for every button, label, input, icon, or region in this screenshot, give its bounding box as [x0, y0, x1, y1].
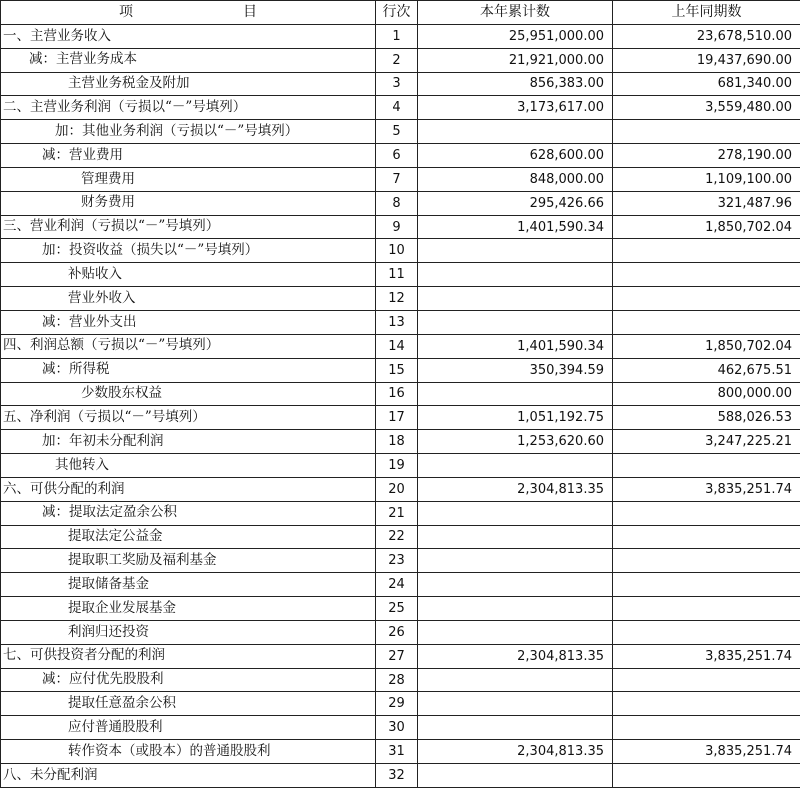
- row-item-label: 减：营业费用: [1, 144, 376, 168]
- row-previous-value: [613, 597, 800, 621]
- row-previous-value: 588,026.53: [613, 406, 800, 430]
- table-row: [1, 24, 800, 48]
- header-row: [1, 1, 800, 25]
- row-current-value: [418, 287, 613, 311]
- table-row: [1, 406, 800, 430]
- row-previous-value: [613, 620, 800, 644]
- table-row: [1, 764, 800, 788]
- row-item-label: 减：所得税: [1, 358, 376, 382]
- row-previous-value: [613, 525, 800, 549]
- row-line-no: 10: [376, 239, 418, 263]
- row-current-value: 1,051,192.75: [418, 406, 613, 430]
- table-row: [1, 167, 800, 191]
- row-line-no: 11: [376, 263, 418, 287]
- table-row: [1, 48, 800, 72]
- row-current-value: [418, 549, 613, 573]
- row-item-label: 营业外收入: [1, 287, 376, 311]
- row-previous-value: 1,850,702.04: [613, 215, 800, 239]
- table-row: [1, 549, 800, 573]
- row-previous-value: [613, 310, 800, 334]
- row-line-no: 8: [376, 191, 418, 215]
- row-current-value: 350,394.59: [418, 358, 613, 382]
- row-line-no: 32: [376, 764, 418, 788]
- row-current-value: [418, 764, 613, 788]
- row-item-label: 一、主营业务收入: [1, 24, 376, 48]
- row-line-no: 22: [376, 525, 418, 549]
- row-item-label: 其他转入: [1, 454, 376, 478]
- row-item-label: 提取企业发展基金: [1, 597, 376, 621]
- row-item-label: 二、主营业务利润（亏损以“－”号填列）: [1, 96, 376, 120]
- row-current-value: 1,253,620.60: [418, 430, 613, 454]
- row-previous-value: 3,247,225.21: [613, 430, 800, 454]
- row-item-label: 补贴收入: [1, 263, 376, 287]
- table-row: [1, 358, 800, 382]
- previous-year-header: 上年同期数: [613, 1, 800, 25]
- line-no-header: 行次: [376, 1, 418, 25]
- row-line-no: 23: [376, 549, 418, 573]
- table-row: [1, 96, 800, 120]
- table-row: [1, 334, 800, 358]
- row-item-label: 三、营业利润（亏损以“－”号填列）: [1, 215, 376, 239]
- row-line-no: 24: [376, 573, 418, 597]
- row-current-value: 295,426.66: [418, 191, 613, 215]
- row-item-label: 主营业务税金及附加: [1, 72, 376, 96]
- row-current-value: 848,000.00: [418, 167, 613, 191]
- row-line-no: 19: [376, 454, 418, 478]
- row-line-no: 27: [376, 644, 418, 668]
- row-current-value: [418, 620, 613, 644]
- row-line-no: 16: [376, 382, 418, 406]
- row-current-value: [418, 716, 613, 740]
- row-previous-value: 19,437,690.00: [613, 48, 800, 72]
- row-item-label: 五、净利润（亏损以“－”号填列）: [1, 406, 376, 430]
- row-line-no: 4: [376, 96, 418, 120]
- row-line-no: 28: [376, 668, 418, 692]
- row-previous-value: [613, 549, 800, 573]
- row-current-value: 1,401,590.34: [418, 334, 613, 358]
- row-current-value: 3,173,617.00: [418, 96, 613, 120]
- row-current-value: [418, 454, 613, 478]
- item-header-right: 目: [243, 4, 257, 20]
- item-header: [1, 1, 376, 25]
- row-item-label: 转作资本（或股本）的普通股股利: [1, 740, 376, 764]
- row-current-value: [418, 668, 613, 692]
- row-previous-value: 3,835,251.74: [613, 477, 800, 501]
- row-line-no: 12: [376, 287, 418, 311]
- row-previous-value: 278,190.00: [613, 144, 800, 168]
- row-previous-value: 3,835,251.74: [613, 740, 800, 764]
- row-line-no: 30: [376, 716, 418, 740]
- row-previous-value: 3,835,251.74: [613, 644, 800, 668]
- row-line-no: 29: [376, 692, 418, 716]
- current-year-header: 本年累计数: [418, 1, 613, 25]
- table-row: [1, 191, 800, 215]
- row-current-value: 2,304,813.35: [418, 477, 613, 501]
- row-current-value: 25,951,000.00: [418, 24, 613, 48]
- row-item-label: 加：其他业务利润（亏损以“－”号填列）: [1, 120, 376, 144]
- table-row: [1, 525, 800, 549]
- row-item-label: 减：提取法定盈余公积: [1, 501, 376, 525]
- table-row: [1, 310, 800, 334]
- row-item-label: 减：主营业务成本: [1, 48, 376, 72]
- row-current-value: [418, 501, 613, 525]
- row-previous-value: [613, 263, 800, 287]
- row-item-label: 加：投资收益（损失以“－”号填列）: [1, 239, 376, 263]
- row-current-value: 2,304,813.35: [418, 644, 613, 668]
- row-current-value: 628,600.00: [418, 144, 613, 168]
- row-line-no: 20: [376, 477, 418, 501]
- row-previous-value: [613, 716, 800, 740]
- row-line-no: 9: [376, 215, 418, 239]
- row-line-no: 5: [376, 120, 418, 144]
- row-line-no: 17: [376, 406, 418, 430]
- row-line-no: 31: [376, 740, 418, 764]
- row-previous-value: 462,675.51: [613, 358, 800, 382]
- row-previous-value: [613, 501, 800, 525]
- row-item-label: 四、利润总额（亏损以“－”号填列）: [1, 334, 376, 358]
- table-row: [1, 597, 800, 621]
- row-previous-value: 321,487.96: [613, 191, 800, 215]
- row-line-no: 6: [376, 144, 418, 168]
- row-item-label: 七、可供投资者分配的利润: [1, 644, 376, 668]
- table-row: [1, 740, 800, 764]
- table-row: [1, 144, 800, 168]
- row-item-label: 减：营业外支出: [1, 310, 376, 334]
- row-line-no: 2: [376, 48, 418, 72]
- row-item-label: 应付普通股股利: [1, 716, 376, 740]
- table-row: [1, 382, 800, 406]
- row-item-label: 减：应付优先股股利: [1, 668, 376, 692]
- row-line-no: 21: [376, 501, 418, 525]
- row-previous-value: 3,559,480.00: [613, 96, 800, 120]
- table-row: [1, 72, 800, 96]
- table-row: [1, 501, 800, 525]
- row-item-label: 提取法定公益金: [1, 525, 376, 549]
- row-item-label: 提取储备基金: [1, 573, 376, 597]
- table-row: [1, 287, 800, 311]
- row-previous-value: [613, 239, 800, 263]
- table-row: [1, 263, 800, 287]
- table-row: [1, 620, 800, 644]
- table-row: [1, 573, 800, 597]
- row-previous-value: 23,678,510.00: [613, 24, 800, 48]
- row-current-value: 21,921,000.00: [418, 48, 613, 72]
- row-current-value: [418, 310, 613, 334]
- table-row: [1, 430, 800, 454]
- row-line-no: 18: [376, 430, 418, 454]
- row-current-value: 1,401,590.34: [418, 215, 613, 239]
- table-row: [1, 716, 800, 740]
- row-previous-value: [613, 120, 800, 144]
- row-previous-value: 1,109,100.00: [613, 167, 800, 191]
- row-previous-value: [613, 287, 800, 311]
- row-previous-value: [613, 764, 800, 788]
- row-item-label: 六、可供分配的利润: [1, 477, 376, 501]
- row-current-value: [418, 239, 613, 263]
- row-current-value: [418, 573, 613, 597]
- item-header-left: 项: [119, 5, 133, 19]
- row-item-label: 提取任意盈余公积: [1, 692, 376, 716]
- row-line-no: 25: [376, 597, 418, 621]
- row-current-value: [418, 597, 613, 621]
- row-item-label: 管理费用: [1, 167, 376, 191]
- row-line-no: 1: [376, 24, 418, 48]
- row-line-no: 3: [376, 72, 418, 96]
- row-current-value: [418, 525, 613, 549]
- row-current-value: [418, 263, 613, 287]
- row-current-value: [418, 120, 613, 144]
- row-previous-value: [613, 454, 800, 478]
- row-item-label: 提取职工奖励及福利基金: [1, 549, 376, 573]
- row-current-value: [418, 692, 613, 716]
- table-row: [1, 215, 800, 239]
- table-row: [1, 477, 800, 501]
- row-item-label: 八、未分配利润: [1, 764, 376, 788]
- row-current-value: [418, 382, 613, 406]
- table-row: [1, 668, 800, 692]
- row-previous-value: 681,340.00: [613, 72, 800, 96]
- row-current-value: 856,383.00: [418, 72, 613, 96]
- row-line-no: 26: [376, 620, 418, 644]
- row-item-label: 利润归还投资: [1, 620, 376, 644]
- row-line-no: 15: [376, 358, 418, 382]
- row-line-no: 14: [376, 334, 418, 358]
- table-row: [1, 120, 800, 144]
- row-line-no: 7: [376, 167, 418, 191]
- table-row: [1, 644, 800, 668]
- row-previous-value: [613, 692, 800, 716]
- row-previous-value: 1,850,702.04: [613, 334, 800, 358]
- row-item-label: 少数股东权益: [1, 382, 376, 406]
- row-previous-value: 800,000.00: [613, 382, 800, 406]
- table-row: [1, 454, 800, 478]
- row-previous-value: [613, 573, 800, 597]
- row-item-label: 加：年初未分配利润: [1, 430, 376, 454]
- row-current-value: 2,304,813.35: [418, 740, 613, 764]
- row-previous-value: [613, 668, 800, 692]
- row-item-label: 财务费用: [1, 191, 376, 215]
- table-row: [1, 239, 800, 263]
- row-line-no: 13: [376, 310, 418, 334]
- table-row: [1, 692, 800, 716]
